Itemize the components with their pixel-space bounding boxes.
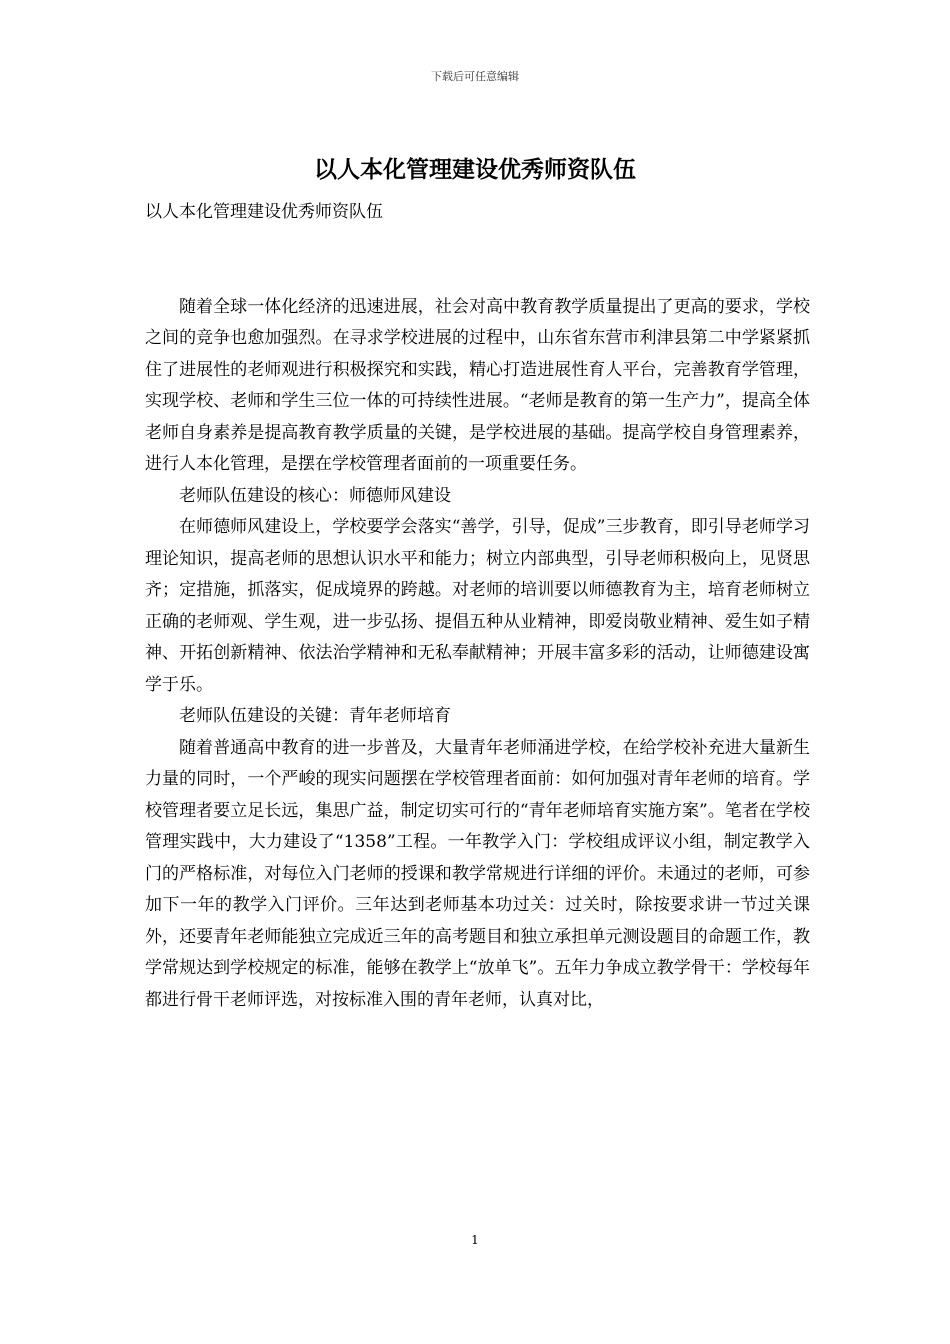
section-heading-ethics: 老师队伍建设的核心：师德师风建设 — [179, 485, 451, 506]
paragraph-ethics: 在师德师风建设上，学校要学会落实“善学，引导，促成”三步教育，即引导老师学习理论知识，提高老师的思想认识水平和能力；树立内部典型，引导老师积极向上，见贤思齐；定措施，抓落实，促成境界的跨越。对老师的培训要以师德教育为主，培育老师树立正确的老师观、学生观，进一步弘扬、提倡五种从业精神，即爱岗敬业精神、爱生如子精神、开拓创新精神、依法治学精神和无私奉献精神；开展丰富多彩的活动，让师德建设寓学于乐。 — [145, 517, 810, 695]
paragraph-young-teachers: 随着普通高中教育的进一步普及，大量青年老师涌进学校，在给学校补充进大量新生力量的同时，一个严峻的现实问题摆在学校管理者面前：如何加强对青年老师的培育。学校管理者要立足长远，集思广益，制定切实可行的“青年老师培育实施方案”。笔者在学校管理实践中，大力建设了“1358”工程。一年教学入门：学校组成评议小组，制定教学入门的严格标准，对每位入门老师的授课和教学常规进行详细的评价。未通过的老师，可参加下一年的教学入门评价。三年达到老师基本功过关：过关时，除按要求讲一节过关课外，还要青年老师能独立完成近三年的高考题目和独立承担单元测设题目的命题工作，教学常规达到学校规定的标准，能够在教学上“放单飞”。五年力争成立教学骨干：学校每年都进行骨干老师评选，对按标准入围的青年老师，认真对比， — [145, 737, 810, 1010]
section-heading-young-teachers: 老师队伍建设的关键：青年老师培育 — [179, 706, 451, 726]
paragraph-intro: 随着全球一体化经济的迅速进展，社会对高中教育教学质量提出了更高的要求，学校之间的竞争也愈加强烈。在寻求学校进展的过程中，山东省东营市利津县第二中学紧紧抓住了进展性的老师观进行积极探究和实践，精心打造进展性育人平台，完善教育学管理，实现学校、老师和学生三位一体的可持续性进展。“老师是教育的第一生产力”，提高全体老师自身素养是提高教育教学质量的关键，是学校进展的基础。提高学校自身管理素养，进行人本化管理，是摆在学校管理者面前的一项重要任务。 — [145, 296, 810, 474]
page-number: 1 — [471, 1233, 479, 1247]
document-title: 以人本化管理建设优秀师资队伍 — [314, 157, 636, 183]
document-subtitle: 以人本化管理建设优秀师资队伍 — [145, 202, 383, 222]
document-body — [145, 197, 810, 1016]
header-note: 下载后可任意编辑 — [431, 70, 519, 83]
